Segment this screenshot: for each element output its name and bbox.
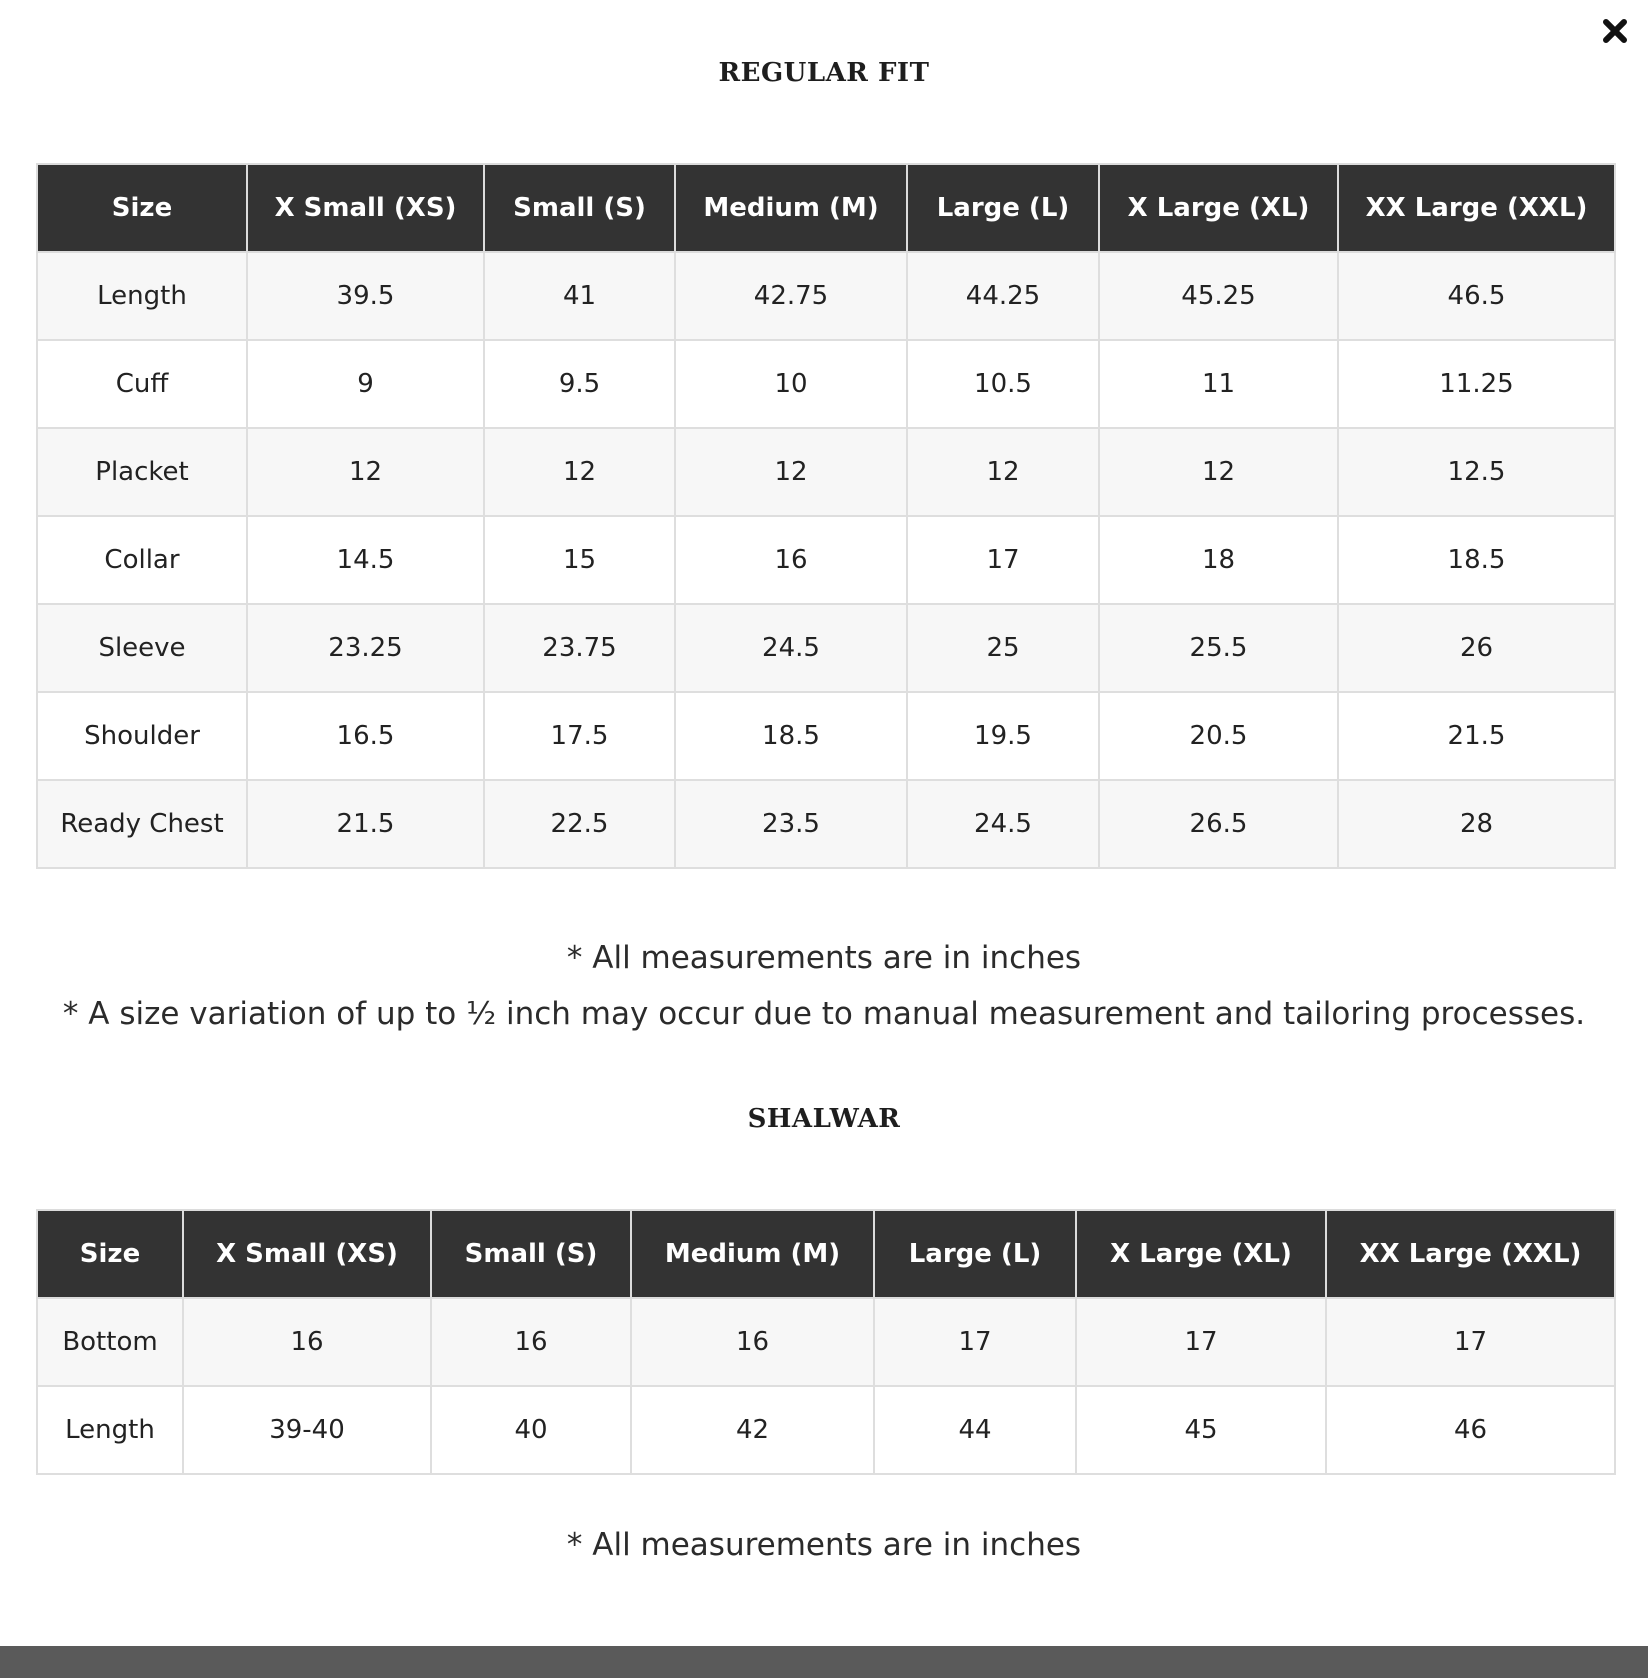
table-cell: 25.5: [1099, 604, 1338, 692]
table-cell: 17: [907, 516, 1099, 604]
table-cell: Shoulder: [37, 692, 247, 780]
table-cell: Collar: [37, 516, 247, 604]
table-cell: 24.5: [675, 604, 907, 692]
table-cell: 18.5: [1338, 516, 1615, 604]
header-cell: X Large (XL): [1076, 1210, 1326, 1298]
table-cell: Placket: [37, 428, 247, 516]
header-cell: Large (L): [874, 1210, 1076, 1298]
table-cell: 42: [631, 1386, 874, 1474]
table-cell: Length: [37, 1386, 183, 1474]
table-row: [37, 428, 1615, 516]
header-cell: Large (L): [907, 164, 1099, 252]
table-cell: 14.5: [247, 516, 484, 604]
table-row: [37, 340, 1615, 428]
table-cell: 42.75: [675, 252, 907, 340]
header-cell: Small (S): [431, 1210, 631, 1298]
measurement-unit-note: * All measurements are in inches: [566, 940, 1082, 976]
bottom-bar: [0, 1646, 1648, 1678]
table-cell: 26: [1338, 604, 1615, 692]
regular-fit-title: REGULAR FIT: [718, 58, 930, 88]
table-cell: 25: [907, 604, 1099, 692]
shalwar-header-row: [37, 1210, 1615, 1298]
table-cell: 12: [484, 428, 675, 516]
close-button[interactable]: [1598, 14, 1632, 48]
header-cell: X Large (XL): [1099, 164, 1338, 252]
table-cell: 21.5: [247, 780, 484, 868]
table-row: [37, 1298, 1615, 1386]
table-row: [37, 692, 1615, 780]
header-cell: Small (S): [484, 164, 675, 252]
table-row: [37, 252, 1615, 340]
shalwar-title: SHALWAR: [747, 1104, 901, 1134]
table-cell: 11.25: [1338, 340, 1615, 428]
table-cell: 24.5: [907, 780, 1099, 868]
table-cell: 11: [1099, 340, 1338, 428]
table-cell: 23.5: [675, 780, 907, 868]
regular-fit-table: [36, 163, 1616, 869]
table-cell: 16: [631, 1298, 874, 1386]
table-cell: Sleeve: [37, 604, 247, 692]
header-cell: XX Large (XXL): [1338, 164, 1615, 252]
table-cell: 12.5: [1338, 428, 1615, 516]
table-cell: 17.5: [484, 692, 675, 780]
table-cell: 17: [1326, 1298, 1615, 1386]
table-row: [37, 1386, 1615, 1474]
table-cell: 15: [484, 516, 675, 604]
table-cell: 28: [1338, 780, 1615, 868]
regular-fit-header-row: [37, 164, 1615, 252]
shalwar-table: [36, 1209, 1616, 1475]
table-cell: 12: [1099, 428, 1338, 516]
table-cell: 16: [183, 1298, 431, 1386]
table-cell: 10.5: [907, 340, 1099, 428]
table-cell: 39.5: [247, 252, 484, 340]
header-cell: Size: [37, 1210, 183, 1298]
shalwar-measurement-unit-note: * All measurements are in inches: [566, 1527, 1082, 1563]
table-cell: 12: [247, 428, 484, 516]
table-cell: 26.5: [1099, 780, 1338, 868]
table-cell: 46.5: [1338, 252, 1615, 340]
table-row: [37, 604, 1615, 692]
table-cell: 45: [1076, 1386, 1326, 1474]
table-cell: Cuff: [37, 340, 247, 428]
header-cell: Medium (M): [631, 1210, 874, 1298]
table-cell: 16: [675, 516, 907, 604]
table-cell: 20.5: [1099, 692, 1338, 780]
table-cell: 41: [484, 252, 675, 340]
table-cell: 12: [907, 428, 1099, 516]
table-cell: 16: [431, 1298, 631, 1386]
header-cell: Size: [37, 164, 247, 252]
table-cell: 9: [247, 340, 484, 428]
header-cell: Medium (M): [675, 164, 907, 252]
header-cell: XX Large (XXL): [1326, 1210, 1615, 1298]
table-row: [37, 516, 1615, 604]
table-cell: 46: [1326, 1386, 1615, 1474]
header-cell: X Small (XS): [247, 164, 484, 252]
table-cell: 16.5: [247, 692, 484, 780]
table-cell: 17: [874, 1298, 1076, 1386]
table-cell: 21.5: [1338, 692, 1615, 780]
table-cell: 9.5: [484, 340, 675, 428]
table-cell: 12: [675, 428, 907, 516]
table-cell: 22.5: [484, 780, 675, 868]
table-cell: 39-40: [183, 1386, 431, 1474]
table-cell: 23.75: [484, 604, 675, 692]
table-row: [37, 780, 1615, 868]
size-variation-note: * A size variation of up to ½ inch may occur due to manual measurement and tailoring processes.: [62, 996, 1586, 1032]
table-cell: 18: [1099, 516, 1338, 604]
table-cell: Bottom: [37, 1298, 183, 1386]
table-cell: 44.25: [907, 252, 1099, 340]
table-cell: 10: [675, 340, 907, 428]
header-cell: X Small (XS): [183, 1210, 431, 1298]
table-cell: 44: [874, 1386, 1076, 1474]
close-icon: [1601, 17, 1629, 45]
table-cell: 17: [1076, 1298, 1326, 1386]
table-cell: Ready Chest: [37, 780, 247, 868]
table-cell: 18.5: [675, 692, 907, 780]
table-cell: 45.25: [1099, 252, 1338, 340]
table-cell: 23.25: [247, 604, 484, 692]
table-cell: 19.5: [907, 692, 1099, 780]
table-cell: Length: [37, 252, 247, 340]
table-cell: 40: [431, 1386, 631, 1474]
